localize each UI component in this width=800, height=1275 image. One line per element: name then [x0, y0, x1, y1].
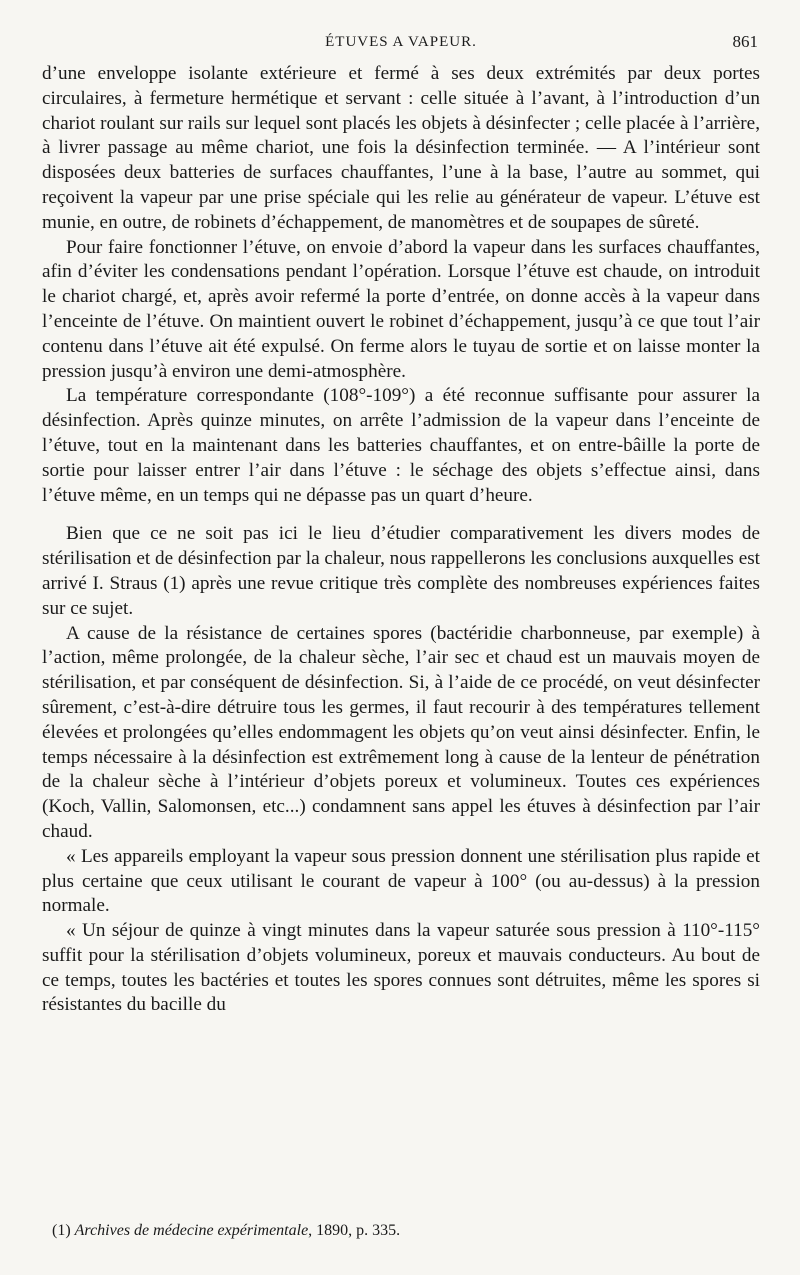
- book-page: [42, 28, 760, 1018]
- paragraph: d’une enveloppe isolante extérieure et fermé à ses deux extrémités par deux portes circulaires, à fermeture hermétique et servant : celle située à l’avant, à l’introduction d’un chariot roulant sur rails sur lequel sont placés les objets à désinfecter ; celle placée à l’arrière, à livrer passage au même chariot, une fois la désinfection terminée. — A l’intérieur sont disposées deux batteries de surfaces chauffantes, l’une à la base, l’autre au sommet, qui reçoivent la vapeur par une prise spéciale qui les relie au générateur de vapeur. L’étuve est munie, en outre, de robinets d’échappement, de manomètres et de soupapes de sûreté.: [42, 63, 760, 233]
- footnote: [52, 1222, 400, 1240]
- body-text: [42, 62, 760, 1018]
- page-number: 861: [732, 32, 758, 51]
- paragraph: A cause de la résistance de certaines spores (bactéridie charbonneuse, par exemple) à l’action, même prolongée, de la chaleur sèche, l’air sec et chaud est un mauvais moyen de stérilisation, et par conséquent de désinfection. Si, à l’aide de ce procédé, on veut désinfecter sûrement, c’est-à-dire détruire tous les germes, il faut recourir à des températures tellement élevées et prolongées qu’elles endommagent les objets qu’on veut ainsi désinfecter. Enfin, le temps nécessaire à la désinfection est extrêmement long à cause de la lenteur de pénétration de la chaleur sèche à l’intérieur d’objets poreux et volumineux. Toutes ces expériences (Koch, Vallin, Salomonsen, etc...) condamnent sans appel les étuves à désinfection par l’air chaud.: [42, 622, 760, 842]
- paragraph: « Un séjour de quinze à vingt minutes dans la vapeur saturée sous pression à 110°-115° suffit pour la stérilisation d’objets volumineux, poreux et mauvais conducteurs. Au bout de ce temps, toutes les bactéries et toutes les spores connues sont détruites, même les spores si résistantes du bacille du: [42, 920, 760, 1016]
- footnote-title: Archives de médecine expérimentale: [74, 1222, 309, 1239]
- paragraph: La température correspondante (108°-109°) a été reconnue suffisante pour assurer la désinfection. Après quinze minutes, on arrête l’admission de la vapeur dans l’enceinte de l’étuve, tout en la maintenant dans les batteries chauffantes, et on entre-bâille la porte de sortie pour laisser entrer l’air dans l’étuve : le séchage des objets s’effectue ainsi, dans l’étuve même, en un temps qui ne dépasse pas un quart d’heure.: [42, 385, 760, 506]
- paragraph: « Les appareils employant la vapeur sous pression donnent une stérilisation plus rapide et plus certaine que ceux utilisant le courant de vapeur à 100° (ou au-dessus) à la pression normale.: [42, 845, 760, 917]
- paragraph: Bien que ce ne soit pas ici le lieu d’étudier comparativement les divers modes de stérilisation et de désinfection par la chaleur, nous rappellerons les conclusions auxquelles est arrivé I. Straus (1) après une revue critique très complète des nombreuses expériences faites sur ce sujet.: [42, 523, 761, 619]
- paragraph: Pour faire fonctionner l’étuve, on envoie d’abord la vapeur dans les surfaces chauffantes, afin d’éviter les condensations pendant l’opération. Lorsque l’étuve est chaude, on introduit le chariot chargé, et, après avoir refermé la porte d’entrée, on donne accès à la vapeur dans l’enceinte de l’étuve. On maintient ouvert le robinet d’échappement, jusqu’à ce que tout l’air contenu dans l’étuve ait été expulsé. On ferme alors le tuyau de sortie et on laisse monter la pression jusqu’à environ une demi-atmosphère.: [42, 236, 760, 382]
- page-header: [42, 28, 760, 56]
- footnote-rest: , 1890, p. 335.: [308, 1222, 401, 1239]
- running-head: ÉTUVES A VAPEUR.: [325, 34, 477, 50]
- footnote-mark: (1): [52, 1222, 71, 1239]
